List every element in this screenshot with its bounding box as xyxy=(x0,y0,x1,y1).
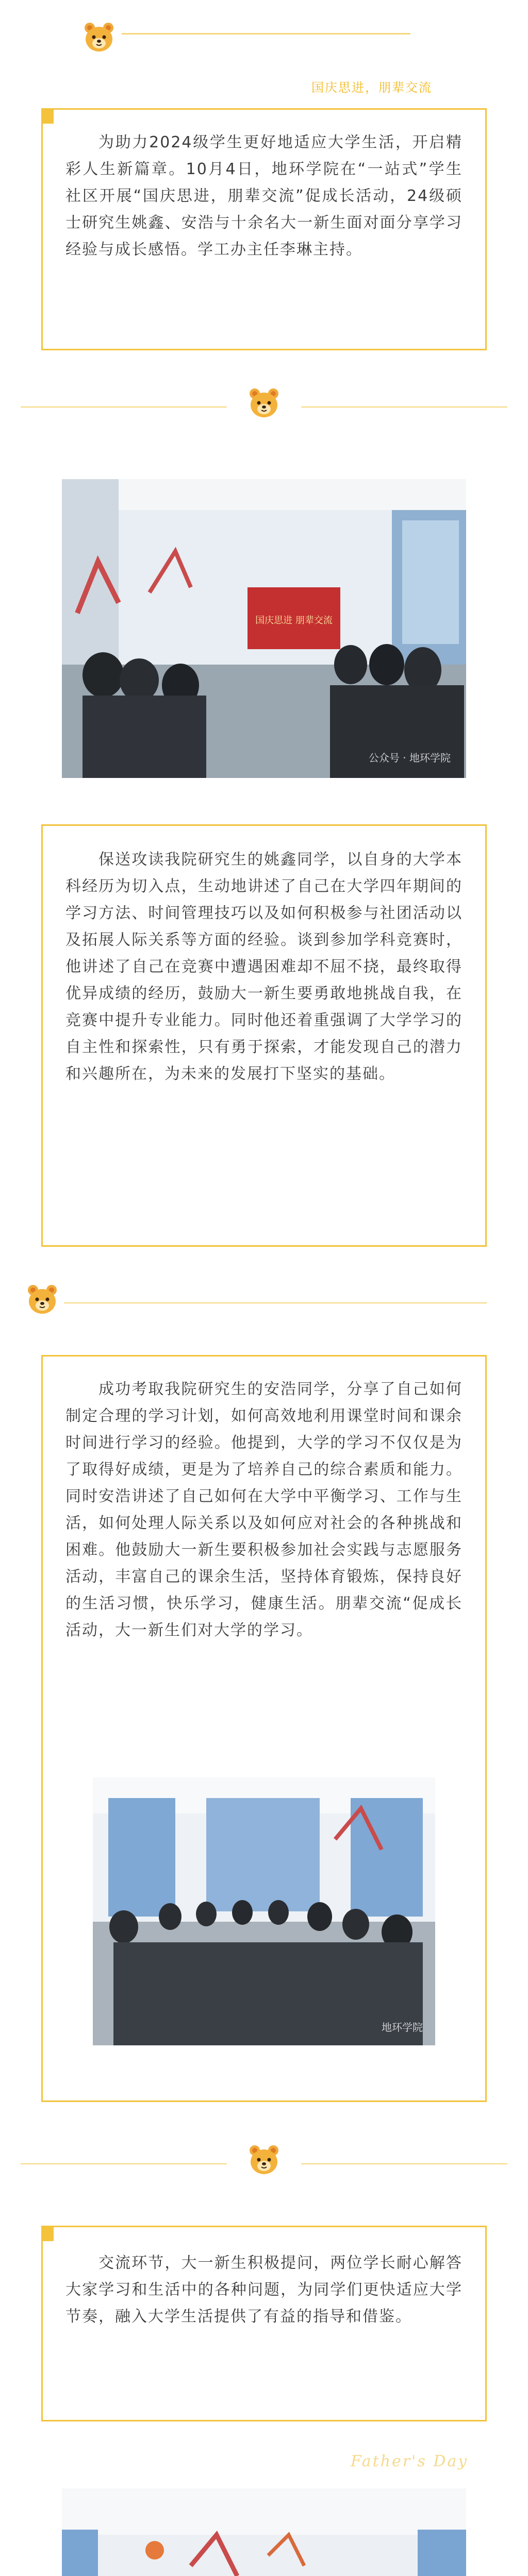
bear-icon xyxy=(26,1283,59,1316)
corner-decoration xyxy=(41,2226,54,2241)
photo-watermark: 公众号 · 地环学院 xyxy=(368,752,451,764)
bear-icon xyxy=(248,386,280,419)
bear-icon xyxy=(248,2143,280,2176)
activity-photo-3 xyxy=(62,2488,466,2576)
fathers-day-decoration: Father's Day xyxy=(351,2452,469,2470)
activity-photo-1 xyxy=(62,479,466,778)
yao-paragraph: 保送攻读我院研究生的姚鑫同学，以自身的大学本科经历为切入点，生动地讲述了自己在大学四年期间的学习方法、时间管理技巧以及如何积极参与社团活动以及拓展人际关系等方面的经验。谈到参加学科竞赛时，他讲述了自己在竞赛中遭遇困难却不屈不挠，最终取得优异成绩的经历，鼓励大一新生要勇敢地挑战自我，在竞赛中提升专业能力。同时他还着重强调了大学学习的自主性和探索性，只有勇于探索，才能发现自己的潜力和兴趣所在，为未来的发展打下坚实的基础。 xyxy=(65,851,463,1083)
qa-section xyxy=(41,2226,487,2421)
an-paragraph: 成功考取我院研究生的安浩同学，分享了自己如何制定合理的学习计划，如何高效地利用课堂时间和课余时间进行学习的经验。他提到，大学的学习不仅仅是为了取得好成绩，更是为了培养自己的综合素质和能力。同时安浩讲述了自己如何在大学中平衡学习、工作与生活，如何处理人际关系以及如何应对社会的各种挑战和困难。他鼓励大一新生要积极参加社会实践与志愿服务活动，丰富自己的课余生活，坚持体育锻炼，保持良好的生活习惯，快乐学习，健康生活。朋辈交流“促成长活动，大一新生们对大学的学习。 xyxy=(65,1380,463,1639)
intro-paragraph: 为助力2024级学生更好地适应大学生活，开启精彩人生新篇章。10月4日，地环学院在“一站式”学生社区开展“国庆思进，朋辈交流”促成长活动，24级硕士研究生姚鑫、安浩与十余名大一新生面对面分享学习经验与成长感悟。学工办主任李琳主持。 xyxy=(65,133,463,259)
activity-photo-2 xyxy=(93,1777,435,2045)
screen-text: 国庆思进 朋辈交流 xyxy=(255,615,333,626)
section-divider xyxy=(64,1302,487,1303)
yao-section xyxy=(41,824,487,1247)
header-line xyxy=(122,33,410,35)
photo-watermark: 地环学院 xyxy=(382,2021,423,2033)
header-tag: 国庆思进，朋辈交流 xyxy=(311,80,432,95)
qa-paragraph: 交流环节，大一新生积极提问，两位学长耐心解答大家学习和生活中的各种问题，为同学们更快适应大学节奏，融入大学生活提供了有益的指导和借鉴。 xyxy=(65,2254,463,2326)
intro-section xyxy=(41,108,487,350)
corner-decoration xyxy=(41,108,54,124)
bear-icon xyxy=(82,21,116,54)
